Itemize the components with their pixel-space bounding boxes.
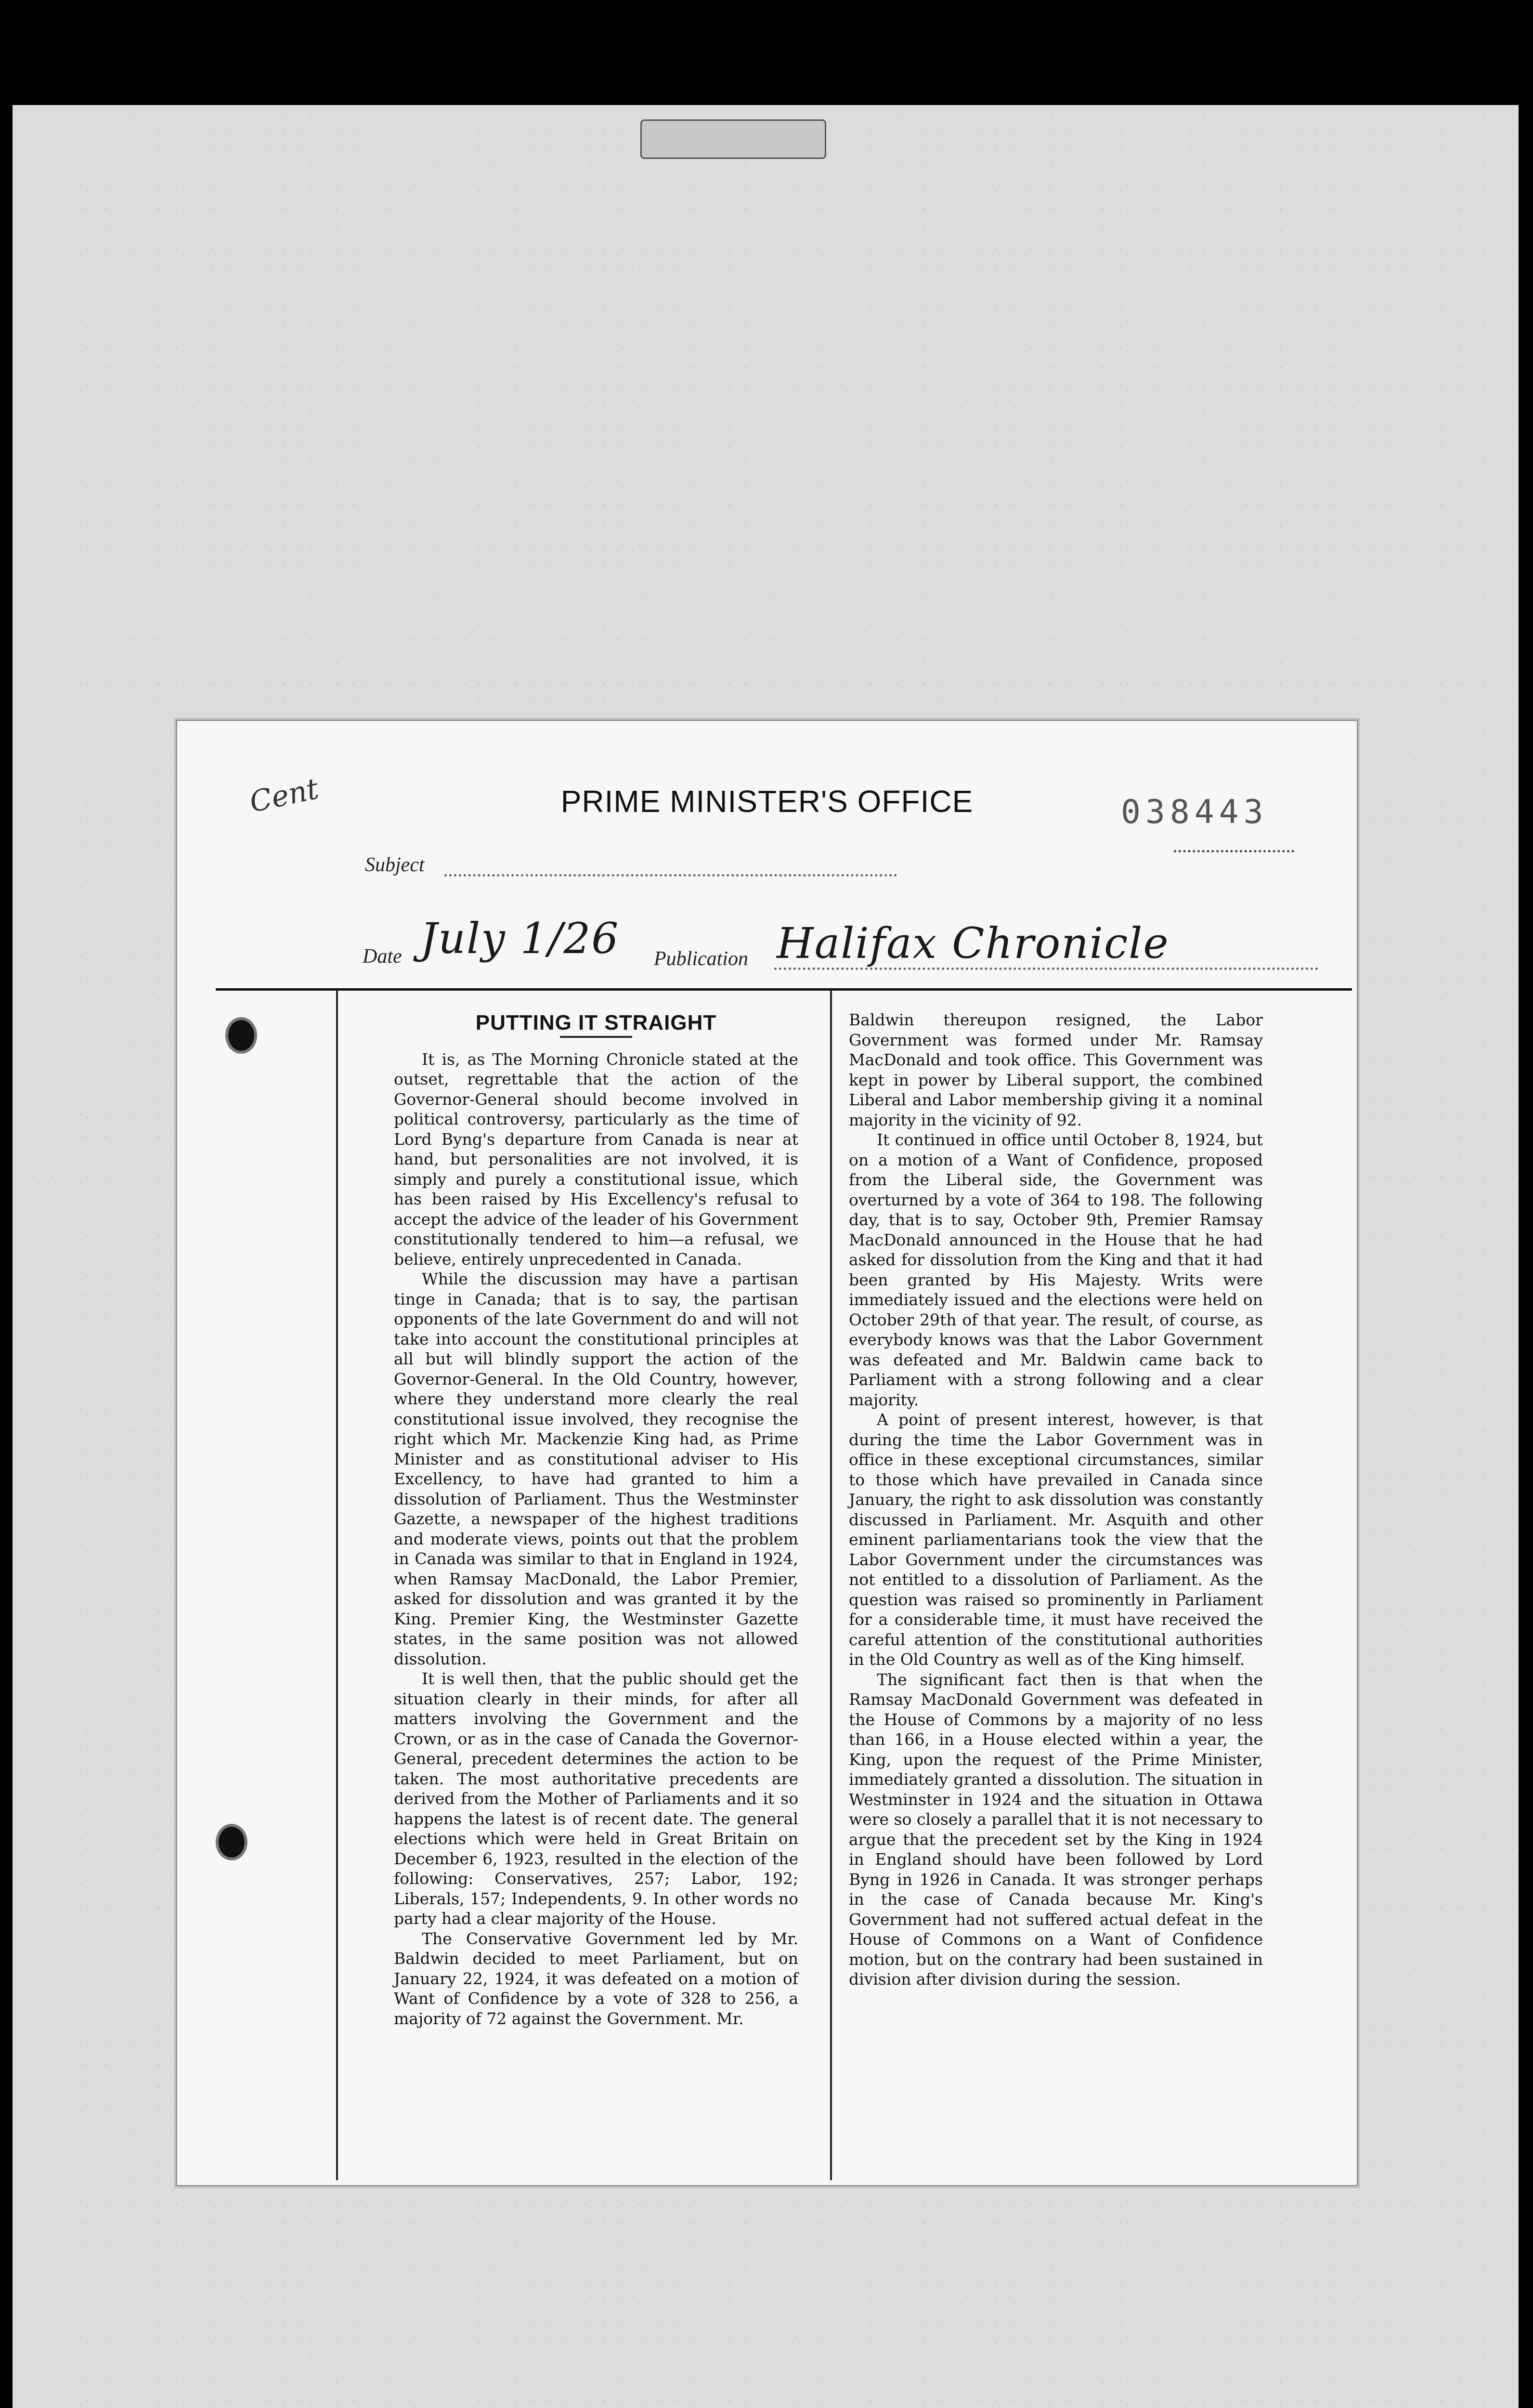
publication-label: Publication bbox=[654, 948, 748, 970]
document-number-underline bbox=[1174, 850, 1294, 852]
paragraph: It continued in office until October 8, 1924, but on a motion of a Want of Confidence, proposed from the Liberal side, the Government was overturned by a vote of 364 to 198. The following day, that is to say, October 9th, Premier Ramsay MacDonald announced in the House that he had asked for dissolution from the King and that it had been granted by His Majesty. Writs were immediately issued and the elections were held on October 29th of that year. The result, of course, as everybody knows was that the Labor Government was defeated and Mr. Baldwin came back to Parliament with a strong following and a clear majority. bbox=[849, 1130, 1263, 1409]
margin-note: Cent bbox=[247, 772, 322, 820]
punch-hole-bottom bbox=[216, 1824, 247, 1860]
date-label: Date bbox=[363, 945, 402, 968]
left-margin-rule bbox=[336, 991, 338, 2180]
punch-hole-top bbox=[225, 1017, 257, 1054]
article-headline: PUTTING IT STRAIGHT bbox=[475, 1011, 717, 1034]
document-number: 038443 bbox=[1121, 793, 1268, 831]
paragraph: It is well then, that the public should get the situation clearly in their minds, for after all matters involving the Government and the Crown, or as in the case of Canada the Governor-General, precedent determines the action to be taken. The most authoritative precedents are derived from the Mother of Parliaments and it so happens the latest is of recent date. The general elections which were held in Great Britain on December 6, 1923, resulted in the election of the following: Conservatives, 257; Labor, 192; Liberals, 157; Independents, 9. In other words no party had a clear majority of the House. bbox=[394, 1669, 798, 1928]
paragraph: The Conservative Government led by Mr. Baldwin decided to meet Parliament, but on January 22, 1924, it was defeated on a motion of Want of Confidence by a vote of 328 to 256, a majority of 72 against the Government. Mr. bbox=[394, 1929, 798, 2028]
paragraph: The significant fact then is that when the Ramsay MacDonald Government was defeated in the House of Commons by a majority of no less than 166, in a House elected within a year, the King, upon the request of the Prime Minister, immediately granted a dissolution. The situation in Westminster in 1924 and the situation in Ottawa were so closely a parallel that it is not necessary to argue that the precedent set by the King in 1924 in England should have been followed by Lord Byng in 1926 in Canada. It was stronger perhaps in the case of Canada because Mr. King's Government had not suffered actual defeat in the House of Commons on a Want of Confidence motion, but on the contrary had been sustained in division after division during the session. bbox=[849, 1670, 1263, 1989]
article-column-1 bbox=[394, 1010, 798, 2028]
article-column-2 bbox=[849, 1010, 1263, 1989]
publication-line bbox=[774, 968, 1318, 970]
paragraph: Baldwin thereupon resigned, the Labor Government was formed under Mr. Ramsay MacDonald and took office. This Government was kept in power by Liberal support, the combined Liberal and Labor membership giving it a nominal majority in the vicinity of 92. bbox=[849, 1010, 1263, 1129]
top-tab bbox=[640, 119, 826, 159]
clipping-sheet bbox=[176, 720, 1358, 2186]
paragraph: A point of present interest, however, is that during the time the Labor Government was in office in these exceptional circumstances, similar to those which have prevailed in Canada since January, the right to ask dissolution was constantly discussed in Parliament. Mr. Asquith and other eminent parliamentarians took the view that the Labor Government under the circumstances was not entitled to a dissolution of Parliament. As the question was raised so prominently in Parliament for a considerable time, it must have received the careful attention of the constitutional authorities in the Old Country as well as of the King himself. bbox=[849, 1410, 1263, 1669]
office-title: PRIME MINISTER'S OFFICE bbox=[560, 784, 974, 819]
subject-line bbox=[444, 874, 897, 877]
subject-label: Subject bbox=[365, 854, 425, 876]
date-value: July 1/26 bbox=[420, 914, 620, 963]
column-divider bbox=[830, 991, 832, 2180]
header-rule bbox=[216, 988, 1352, 991]
paragraph: It is, as The Morning Chronicle stated at the outset, regrettable that the action of the Governor-General should become involved in political controversy, particularly as the time of Lord Byng's departure from Canada is near at hand, but personalities are not involved, it is simply and purely a constitutional issue, which has been raised by His Excellency's refusal to accept the advice of the leader of his Government constitutionally tendered to him—a refusal, we believe, entirely unprecedented in Canada. bbox=[394, 1049, 798, 1269]
headline-rule bbox=[560, 1036, 632, 1038]
publication-value: Halifax Chronicle bbox=[777, 918, 1169, 968]
paragraph: While the discussion may have a partisan tinge in Canada; that is to say, the partisan opponents of the late Government do and will not take into account the constitutional principles at all but will blindly support the action of the Governor-General. In the Old Country, however, where they understand more clearly the real constitutional issue involved, they recognise the right which Mr. Mackenzie King had, as Prime Minister and as constitutional adviser to His Excellency, to have had granted to him a dissolution of Parliament. Thus the Westminster Gazette, a newspaper of the highest traditions and moderate views, points out that the problem in Canada was similar to that in England in 1924, when Ramsay MacDonald, the Labor Premier, asked for dissolution and was granted it by the King. Premier King, the Westminster Gazette states, in the same position was not allowed dissolution. bbox=[394, 1269, 798, 1668]
